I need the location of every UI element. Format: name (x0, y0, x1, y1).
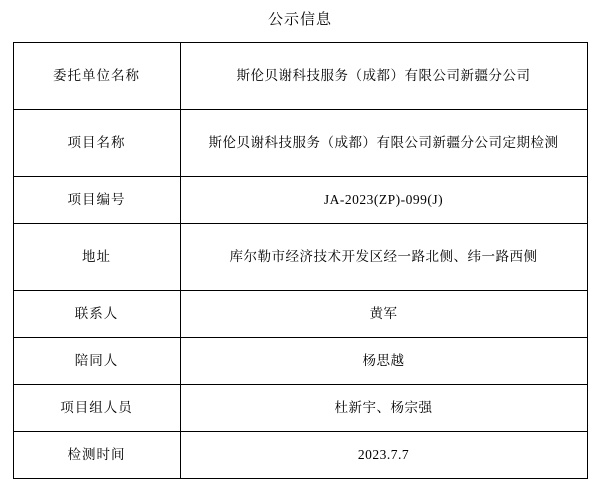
row-label-address: 地址 (13, 224, 180, 291)
table-row (13, 432, 587, 479)
row-label-test-date: 检测时间 (13, 432, 180, 479)
row-label-project-number: 项目编号 (13, 177, 180, 224)
row-value-entrusting-unit: 斯伦贝谢科技服务（成都）有限公司新疆分公司 (180, 43, 587, 110)
row-value-accompanying-person: 杨思越 (180, 338, 587, 385)
page-title: 公示信息 (267, 12, 332, 28)
row-value-team-members: 杜新宇、杨宗强 (180, 385, 587, 432)
row-value-test-date: 2023.7.7 (180, 432, 587, 479)
table-row (13, 385, 587, 432)
row-label-project-name: 项目名称 (13, 110, 180, 177)
table-body (13, 43, 587, 479)
row-label-contact-person: 联系人 (13, 291, 180, 338)
row-label-entrusting-unit: 委托单位名称 (13, 43, 180, 110)
row-value-project-name: 斯伦贝谢科技服务（成都）有限公司新疆分公司定期检测 (180, 110, 587, 177)
table-row (13, 177, 587, 224)
row-value-contact-person: 黄军 (180, 291, 587, 338)
table-row (13, 338, 587, 385)
row-value-project-number: JA-2023(ZP)-099(J) (180, 177, 587, 224)
row-label-accompanying-person: 陪同人 (13, 338, 180, 385)
table-row (13, 110, 587, 177)
table-row (13, 43, 587, 110)
table-row (13, 224, 587, 291)
public-notice-table (13, 42, 588, 479)
row-label-team-members: 项目组人员 (13, 385, 180, 432)
row-value-address: 库尔勒市经济技术开发区经一路北侧、纬一路西侧 (180, 224, 587, 291)
table-row (13, 291, 587, 338)
